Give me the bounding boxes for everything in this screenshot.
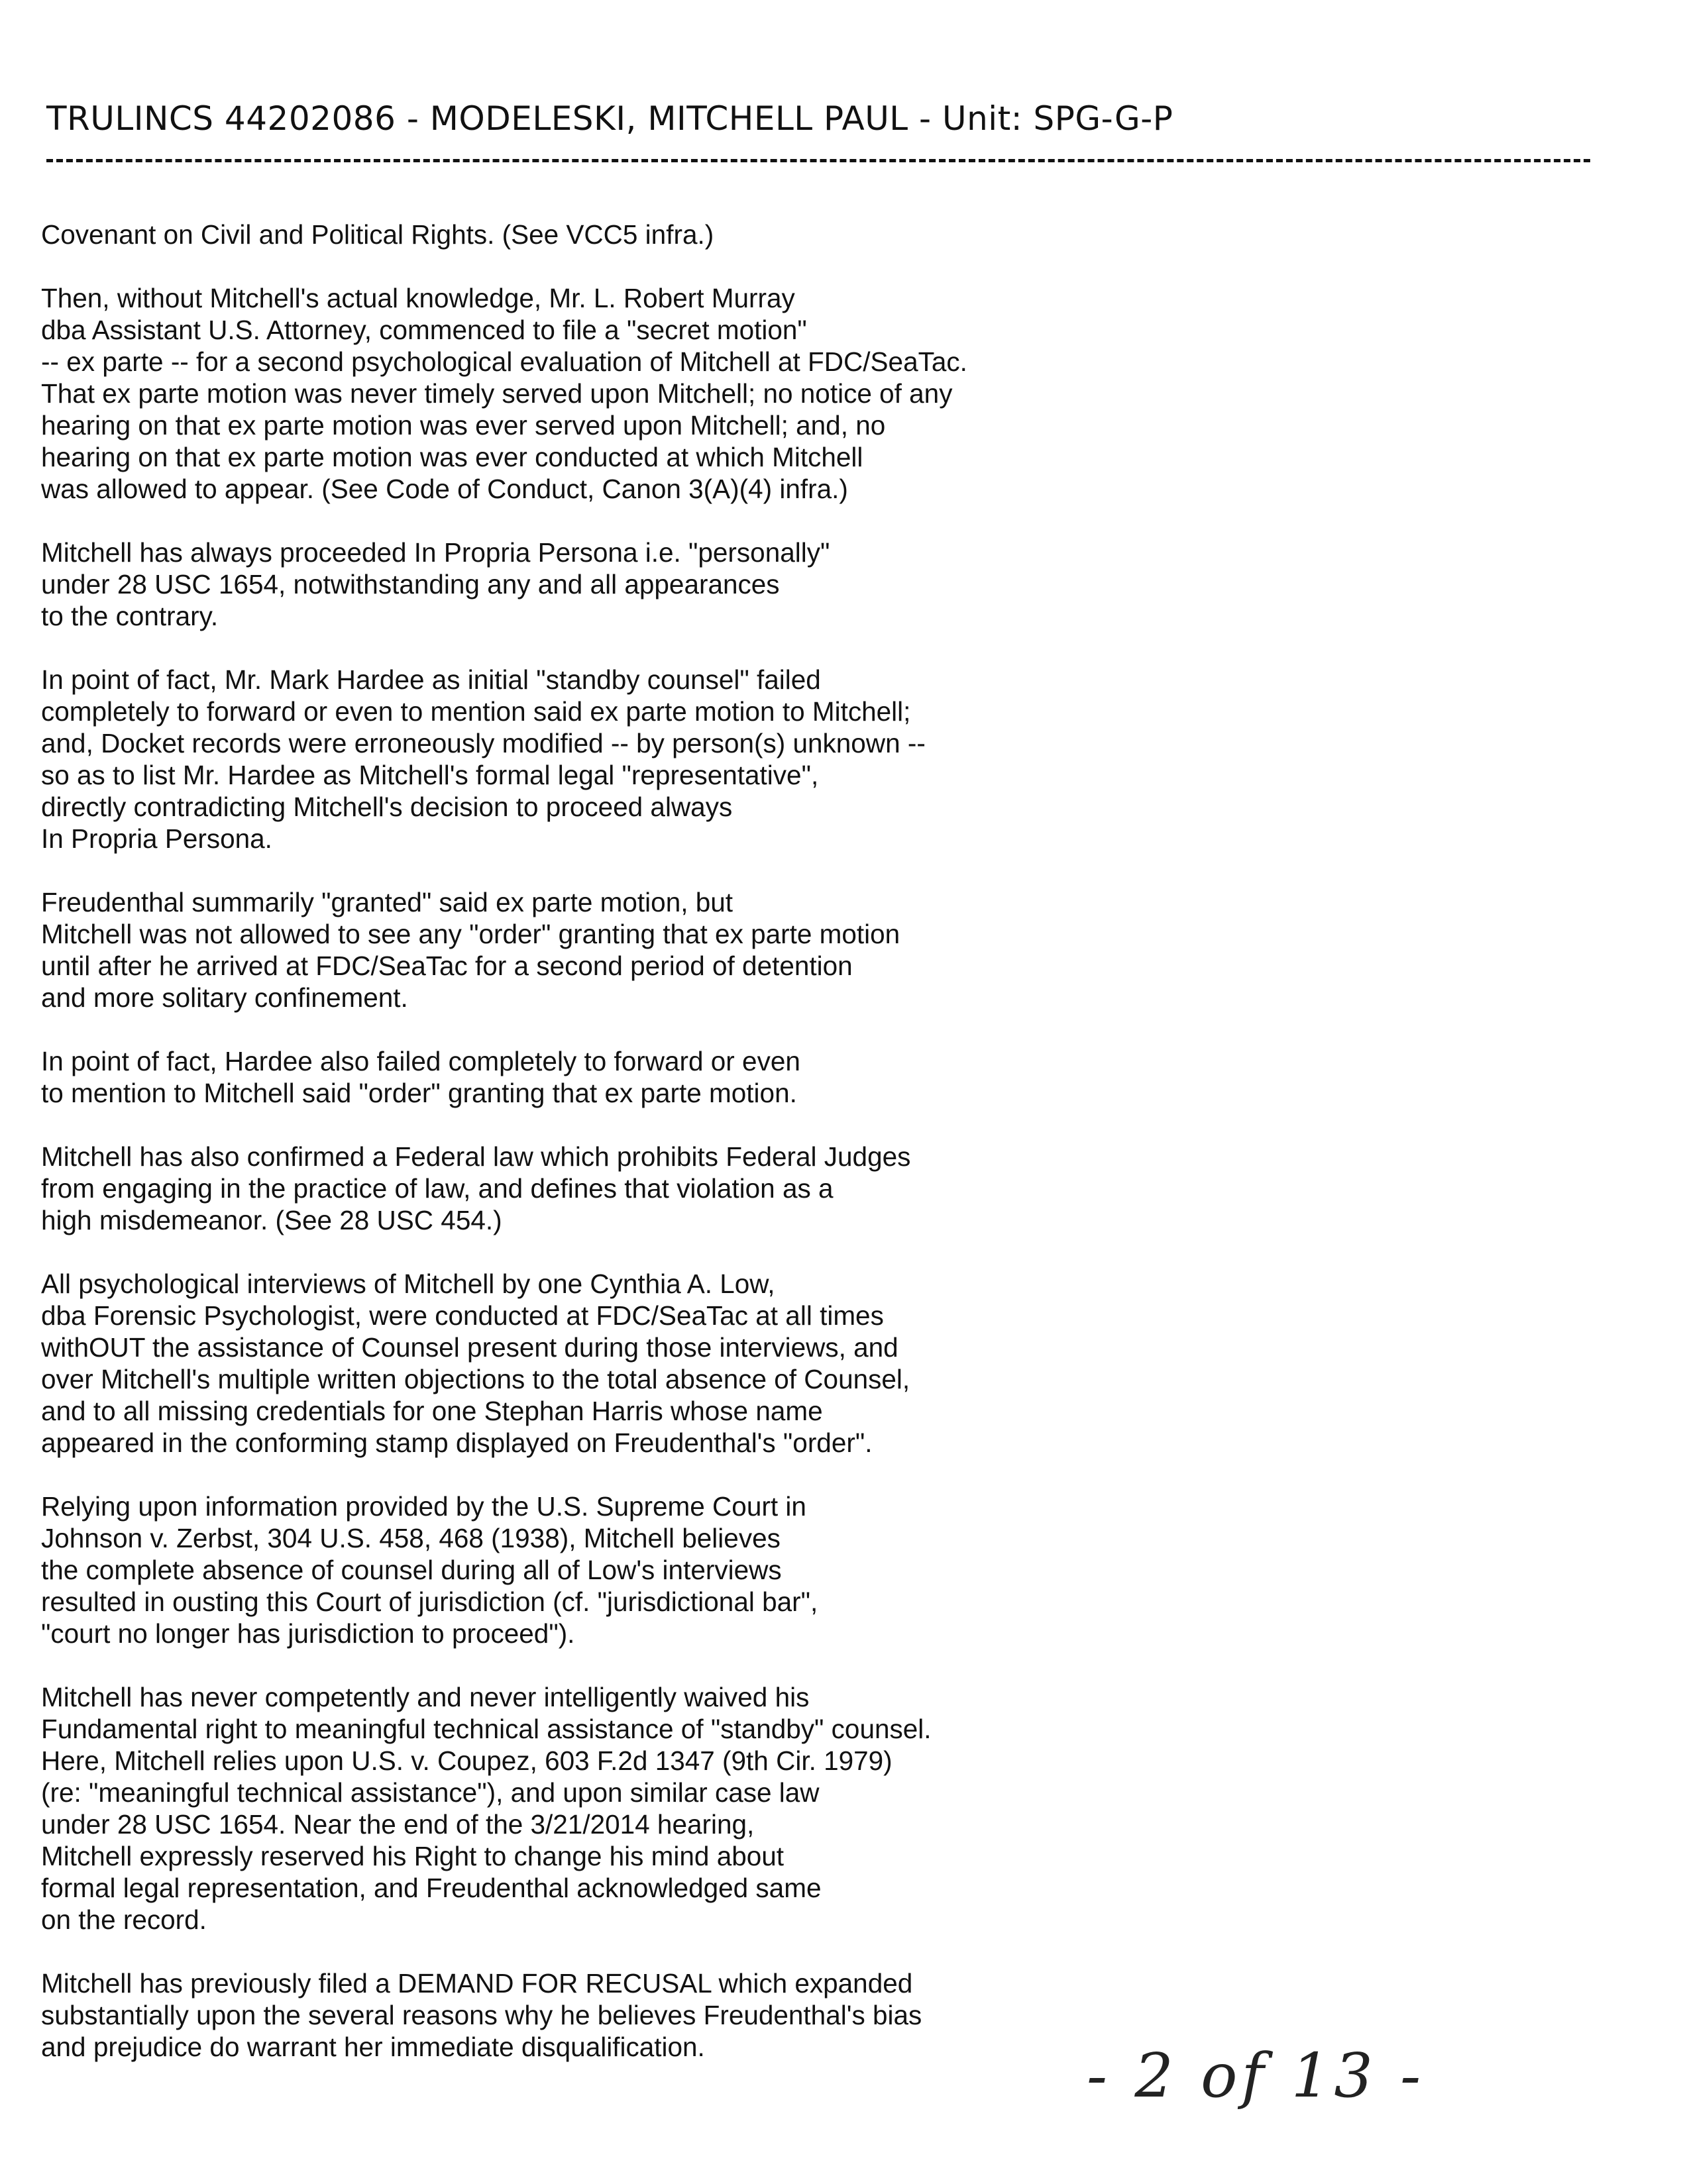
text-line: That ex parte motion was never timely served upon Mitchell; no notice of any [41, 378, 953, 409]
text-line: In point of fact, Hardee also failed completely to forward or even [41, 1046, 800, 1076]
text-line: hearing on that ex parte motion was ever conducted at which Mitchell [41, 442, 863, 472]
text-line: resulted in ousting this Court of jurisdiction (cf. "jurisdictional bar", [41, 1586, 818, 1617]
text-line: -- ex parte -- for a second psychological evaluation of Mitchell at FDC/SeaTac. [41, 346, 967, 377]
text-line: and more solitary confinement. [41, 982, 408, 1013]
text-line: In Propria Persona. [41, 823, 272, 854]
paragraph [41, 1268, 1035, 1459]
text-line: Then, without Mitchell's actual knowledge, Mr. L. Robert Murray [41, 283, 795, 313]
paragraph [41, 1681, 1035, 1936]
paragraph [41, 1045, 1035, 1109]
text-line: and prejudice do warrant her immediate disqualification. [41, 2032, 705, 2062]
text-line: over Mitchell's multiple written objections to the total absence of Counsel, [41, 1364, 910, 1394]
paragraph [41, 664, 1035, 855]
text-line: dba Forensic Psychologist, were conducted at FDC/SeaTac at all times [41, 1300, 884, 1331]
text-line: to the contrary. [41, 601, 219, 631]
text-line: dba Assistant U.S. Attorney, commenced to file a "secret motion" [41, 315, 807, 345]
text-line: formal legal representation, and Freudenthal acknowledged same [41, 1873, 822, 1903]
text-line: Mitchell expressly reserved his Right to change his mind about [41, 1841, 785, 1871]
text-line: the complete absence of counsel during all of Low's interviews [41, 1555, 782, 1585]
text-line: from engaging in the practice of law, and defines that violation as a [41, 1173, 834, 1204]
text-line: Mitchell has always proceeded In Propria Persona i.e. "personally" [41, 537, 830, 568]
text-line: Mitchell has also confirmed a Federal law which prohibits Federal Judges [41, 1141, 911, 1172]
text-line: Mitchell has previously filed a DEMAND FOR RECUSAL which expanded [41, 1968, 913, 1999]
paragraph [41, 886, 1035, 1014]
paragraph [41, 537, 1035, 632]
text-line: Mitchell was not allowed to see any "order" granting that ex parte motion [41, 919, 900, 949]
paragraph [41, 1490, 1035, 1649]
paragraph [41, 219, 1035, 250]
document-body [41, 219, 1035, 2095]
handwritten-page-number: - 2 of 13 - [1087, 2040, 1425, 2111]
text-line: was allowed to appear. (See Code of Conduct, Canon 3(A)(4) infra.) [41, 474, 848, 504]
text-line: and, Docket records were erroneously modified -- by person(s) unknown -- [41, 728, 926, 758]
text-line: and to all missing credentials for one Stephan Harris whose name [41, 1396, 823, 1426]
text-line: to mention to Mitchell said "order" granting that ex parte motion. [41, 1078, 797, 1108]
text-line: under 28 USC 1654. Near the end of the 3/21/2014 hearing, [41, 1809, 755, 1840]
text-line: Mitchell has never competently and never intelligently waived his [41, 1682, 810, 1712]
text-line: so as to list Mr. Hardee as Mitchell's formal legal "representative", [41, 760, 819, 790]
text-line: Relying upon information provided by the U.S. Supreme Court in [41, 1491, 806, 1522]
document-header: TRULINCS 44202086 - MODELESKI, MITCHELL PAUL - Unit: SPG-G-P [46, 99, 1173, 138]
header-divider [46, 159, 1590, 162]
text-line: appeared in the conforming stamp displayed on Freudenthal's "order". [41, 1428, 873, 1458]
text-line: Fundamental right to meaningful technical assistance of "standby" counsel. [41, 1714, 932, 1744]
text-line: Johnson v. Zerbst, 304 U.S. 458, 468 (1938), Mitchell believes [41, 1523, 781, 1553]
text-line: on the record. [41, 1904, 207, 1935]
text-line: high misdemeanor. (See 28 USC 454.) [41, 1205, 502, 1235]
text-line: until after he arrived at FDC/SeaTac for a second period of detention [41, 951, 853, 981]
text-line: All psychological interviews of Mitchell by one Cynthia A. Low, [41, 1269, 775, 1299]
text-line: hearing on that ex parte motion was ever served upon Mitchell; and, no [41, 410, 886, 441]
paragraph [41, 1967, 1035, 2063]
text-line: under 28 USC 1654, notwithstanding any and all appearances [41, 569, 780, 599]
text-line: Here, Mitchell relies upon U.S. v. Coupez, 603 F.2d 1347 (9th Cir. 1979) [41, 1745, 893, 1776]
paragraph [41, 282, 1035, 505]
text-line: (re: "meaningful technical assistance"), and upon similar case law [41, 1777, 820, 1808]
text-line: completely to forward or even to mention said ex parte motion to Mitchell; [41, 696, 911, 727]
text-line: "court no longer has jurisdiction to proceed"). [41, 1618, 575, 1649]
text-line: Covenant on Civil and Political Rights. (See VCC5 infra.) [41, 219, 714, 250]
text-line: directly contradicting Mitchell's decision to proceed always [41, 792, 733, 822]
paragraph [41, 1141, 1035, 1236]
text-line: withOUT the assistance of Counsel present during those interviews, and [41, 1332, 898, 1363]
text-line: Freudenthal summarily "granted" said ex parte motion, but [41, 887, 733, 917]
text-line: In point of fact, Mr. Mark Hardee as initial "standby counsel" failed [41, 664, 821, 695]
text-line: substantially upon the several reasons why he believes Freudenthal's bias [41, 2000, 922, 2030]
